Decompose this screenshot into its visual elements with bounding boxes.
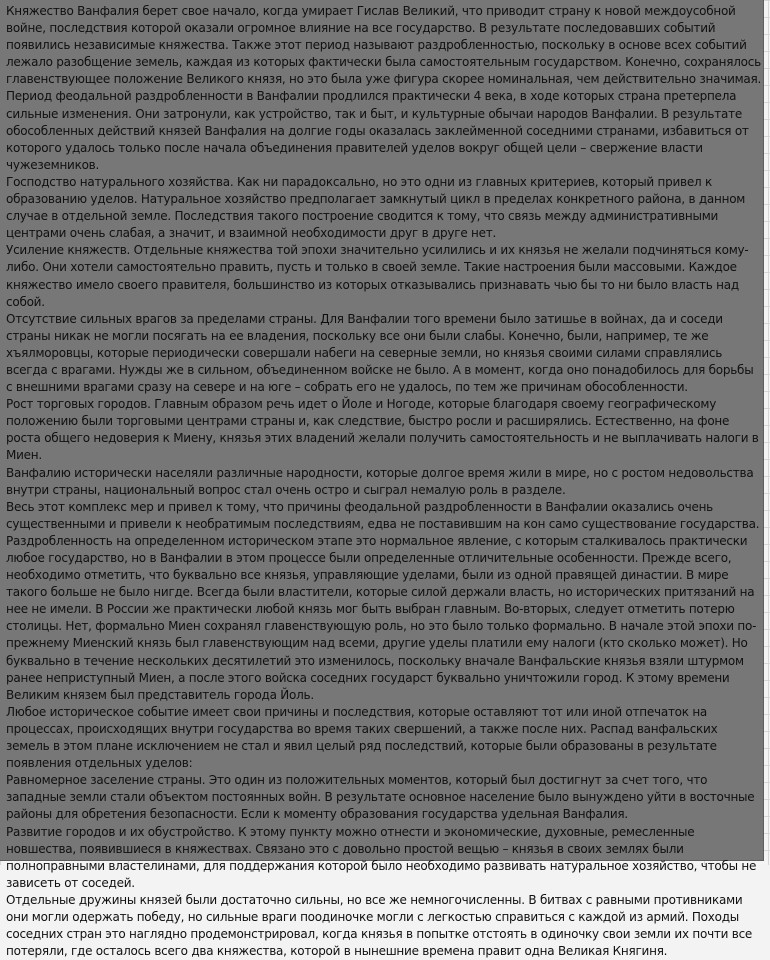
paragraph: Период феодальной раздробленности в Ванфалии продлился практически 4 века, в ходе которых страна претерпела сильные изменения. Они затронули, как устройство, так и быт, и культурные обычаи народов Ванфалии. В результате обособленных действий князей Ванфалия на долгие годы оказалась заклейменной соседними странами, избавиться от которого удалось только после начала объединения правителей уделов вокруг общей цели – свержение власти чужеземников. (6, 89, 749, 172)
paragraph: Любое историческое событие имеет свои причины и последствия, которые оставляют тот или иной отпечаток на процессах, происходящих внутри государства во время таких свершений, а также после них. Распад ванфальских земель в этом плане исключением не стал и явил целый ряд последствий, которые были образованы в результате появления отдельных уделов: (6, 704, 718, 771)
paragraph: Господство натурального хозяйства. Как ни парадоксально, но это одни из главных критериев, который привел к образованию уделов. Натуральное хозяйство предполагает замкнутый цикл в пределах конкретного района, в данном случае в отдельной земле. Последствия такого построение сводится к тому, что связь между административными центрами очень слабая, а значит, и взаимной необходимости друг в друге нет. (6, 174, 746, 241)
paragraph: Отдельные дружины князей были достаточно сильны, но все же немногочисленны. В битвах с равными противниками они могли одержать победу, но сильные враги поодиночке могли с легкостью справиться с каждой из армий. Походы соседних стран это наглядно продемонстрировал, когда князья в попытке отстоять в одиночку свои земли их почти все потеряли, где осталось всего два княжества, которой в нынешние времена правит одна Великая Княгиня. (6, 892, 753, 959)
paragraph: Княжество Ванфалия берет свое начало, когда умирает Гислав Великий, что приводит страну к новой междоусобной войне, последствия которой оказали огромное влияние на все государство. В результате последовавших событий появились независимые княжества. Также этот период называют раздробленностью, поскольку в основе всех событий лежало разобщение земель, каждая из которых фактически была самостоятельным государством. Конечно, сохранялось главенствующее положение Великого князя, но это была уже фигура скорее номинальная, чем действительно значимая. (6, 4, 762, 87)
paragraph: Усиление княжеств. Отдельные княжества той эпохи значительно усилились и их князья не желали подчиняться кому-либо. Они хотели самостоятельно править, пусть и только в своей земле. Такие настроения были массовыми. Каждое княжество имело своего правителя, большинство из которых отказывались признавать чью бы то ни было власть над собой. (6, 243, 749, 309)
paragraph: Ванфалию исторически населяли различные народности, которые долгое время жили в мире, но с ростом недовольства внутри страны, национальный вопрос стал очень остро и сыграл немалую роль в разделе. (6, 465, 754, 497)
paragraph: Равномерное заселение страны. Это один из положительных моментов, который был достигнут за счет того, что западные земли стали объектом постоянных войн. В результате основное население было вынуждено уйти в восточные районы для обретения безопасности. Если к моменту образования государства удельная Ванфалия. (6, 773, 755, 822)
paragraph: Весь этот комплекс мер и привел к тому, что причины феодальной раздробленности в Ванфалии оказались очень существенными и привели к необратимым последствиям, едва не поставившим на кон само существование государства. (6, 499, 760, 531)
paragraph: Отсутствие сильных врагов за пределами страны. Для Ванфалии того времени было затишье в войнах, да и соседи страны никак не могли посягать на ее владения, поскольку все они были слабы. Конечно, были, например, те же хъялморовцы, которые периодически совершали набеги на северные земли, но князья своими силами справлялись всегда с врагами. Нужды же в сильном, объединенном войске не было. А в момент, когда оно понадобилось для борьбы с внешними врагами сразу на севере и на юге – собрать его не удалось, по тем же причинам обособленности. (6, 311, 754, 395)
paragraph: Раздробленность на определенном историческом этапе это нормальное явление, с которым сталкивалось практически любое государство, но в Ванфалии в этом процессе были определенные отличительные особенности. Прежде всего, необходимо отметить, что буквально все князья, управляющие уделами, были из одной правящей династии. В мире такого больше не было нигде. Всегда были властители, которые силой держали власть, но исторических притязаний на нее не имели. В России же практически любой князь мог быть выбран главным. Во-вторых, следует отметить потерю столицы. Нет, формально Миен сохранял главенствующую роль, но это было только формально. В начале этой эпохи по-прежнему Миенский князь был главенствующим над всеми, другие уделы платили ему налоги (кто сколько может). Но буквально в течение нескольких десятилетий это изменилось, поскольку вначале Ванфальские князья взяли штурмом ранее неприступный Миен, а после этого войска соседних государст буквально уничтожили город. К этому времени Великим князем был представитель города Йоль. (6, 533, 757, 702)
cell-text-block (6, 3, 762, 960)
paragraph: Развитие городов и их обустройство. К этому пункту можно отнести и экономические, духовные, ремесленные новшества, появившиеся в княжествах. Связано это с довольно простой вещью – князья в своих землях были полноправными властелинами, для поддержания которой было необходимо развивать натуральное хозяйство, чтобы не зависеть от соседей. (6, 824, 757, 890)
paragraph: Рост торговых городов. Главным образом речь идет о Йоле и Ногоде, которые благодаря своему географическому положению были торговыми центрами страны и, как следствие, быстро росли и расширялись. Естественно, на фоне роста общего недоверия к Миену, князья этих владений желали получить самостоятельность и не выплачивать налоги в Миен. (6, 397, 759, 463)
